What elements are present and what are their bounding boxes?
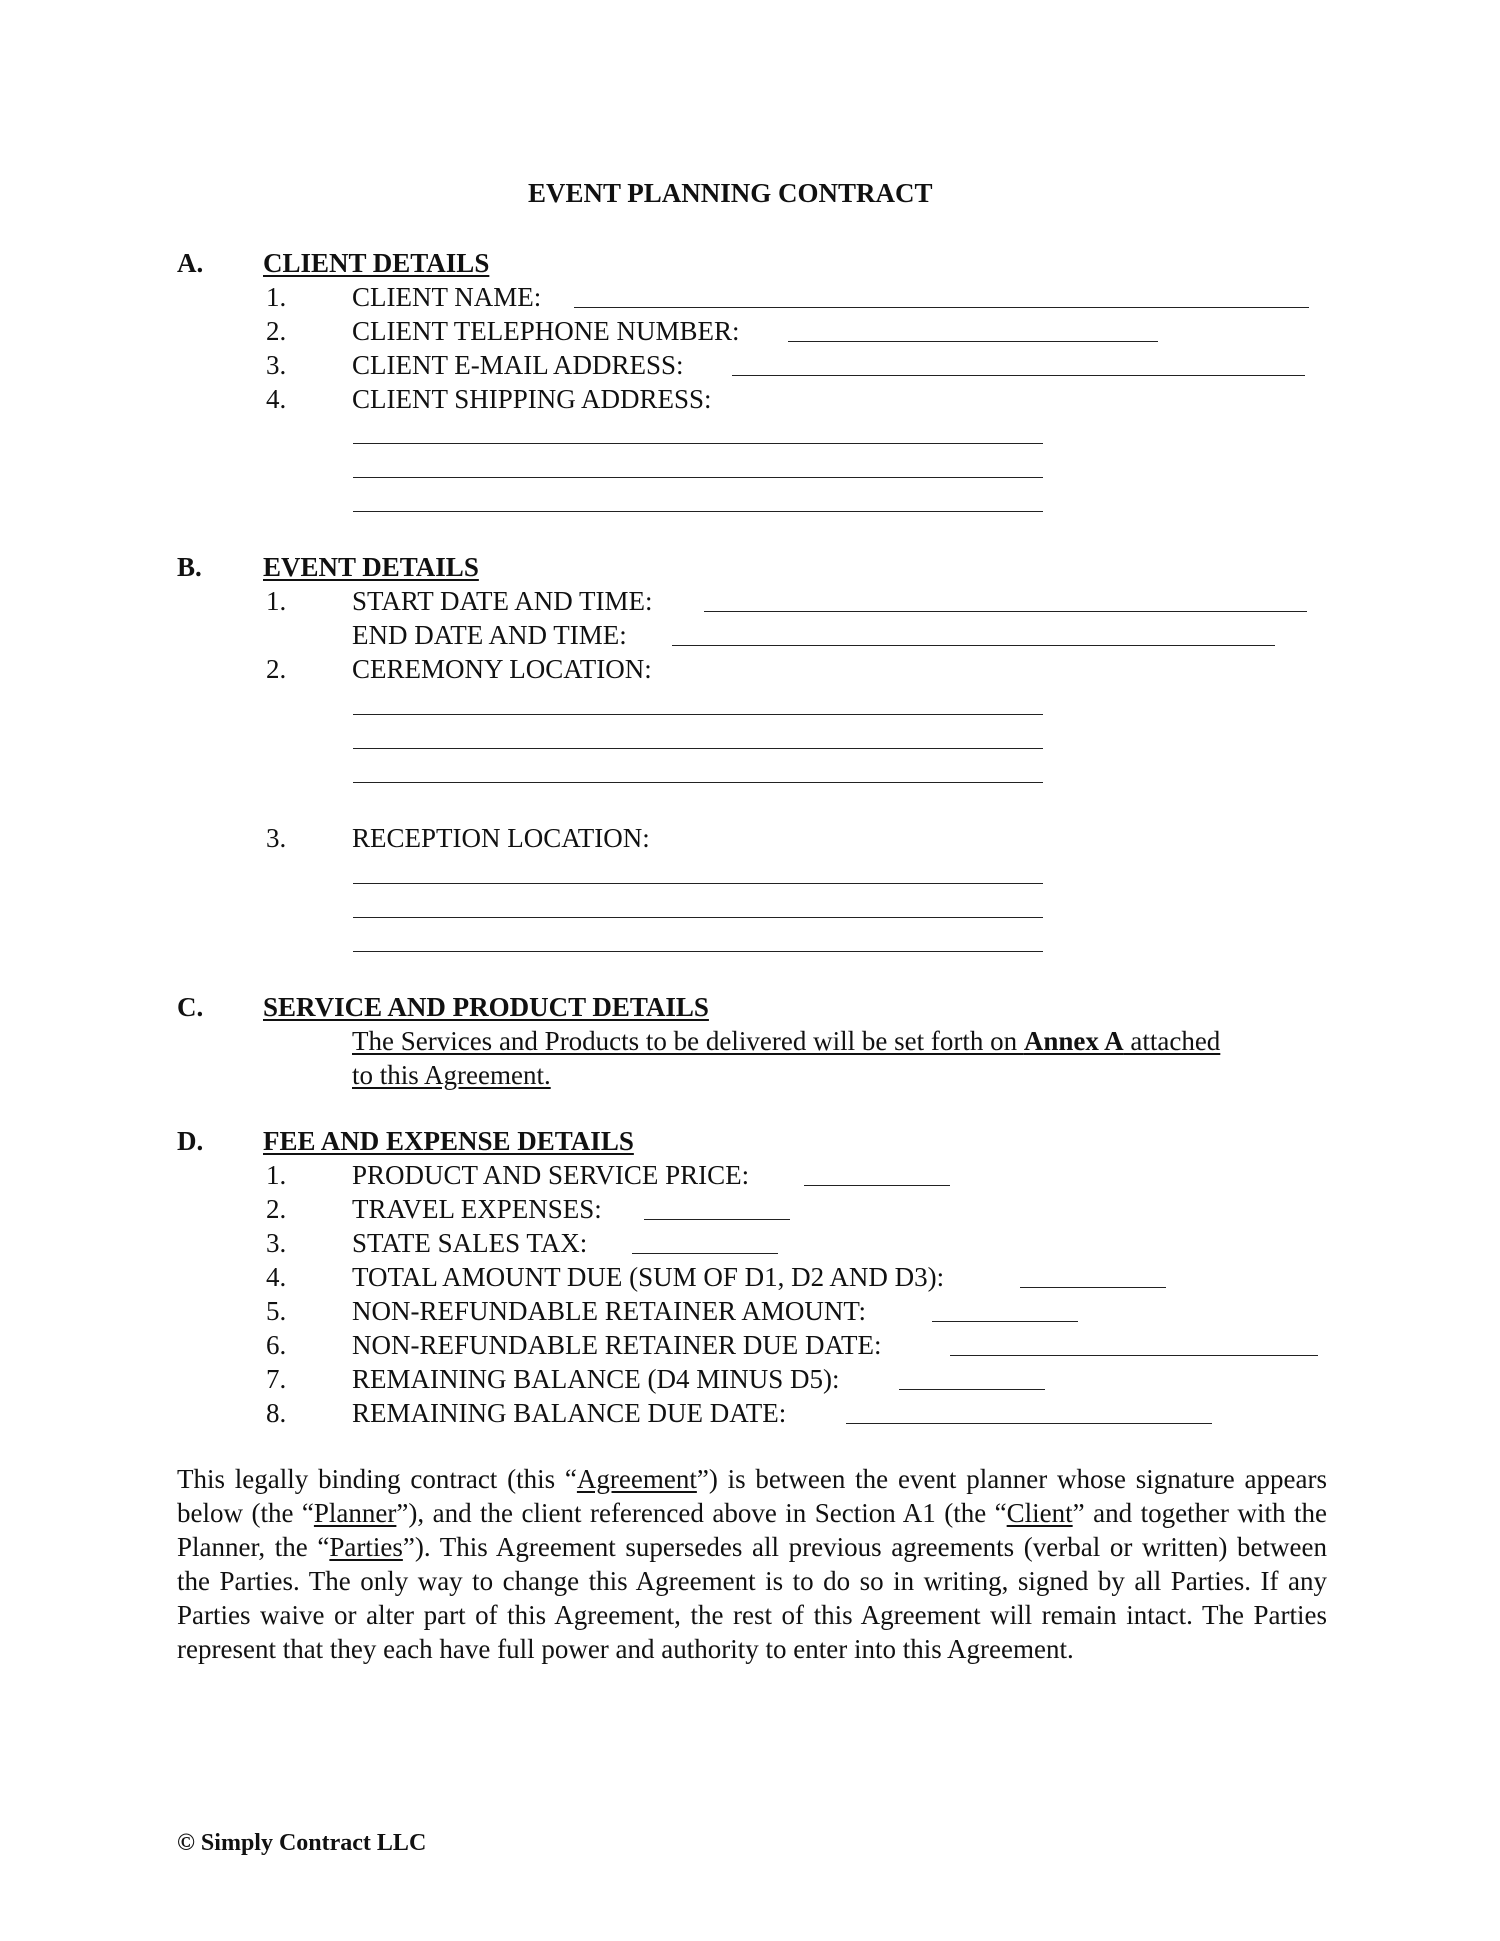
start-date-label: START DATE AND TIME: <box>352 586 653 616</box>
reception-location-label: RECEPTION LOCATION: <box>352 823 650 853</box>
d6-number: 6. <box>266 1330 287 1360</box>
end-date-label: END DATE AND TIME: <box>352 620 627 650</box>
a2-number: 2. <box>266 316 287 346</box>
total-amount-due-label: TOTAL AMOUNT DUE (SUM OF D1, D2 AND D3): <box>352 1262 945 1292</box>
product-service-price-field[interactable] <box>804 1185 950 1186</box>
d3-number: 3. <box>266 1228 287 1258</box>
total-amount-due-field[interactable] <box>1020 1287 1166 1288</box>
state-sales-tax-field[interactable] <box>632 1253 778 1254</box>
remaining-balance-field[interactable] <box>899 1389 1045 1390</box>
paragraph-text: ” and together with the Planner, the “ <box>177 1498 1327 1562</box>
travel-expenses-field[interactable] <box>644 1219 790 1220</box>
shipping-address-line-2[interactable] <box>353 477 1043 478</box>
term-planner: Planner <box>313 1498 397 1528</box>
client-email-label: CLIENT E-MAIL ADDRESS: <box>352 350 684 380</box>
term-agreement: Agreement <box>576 1464 697 1494</box>
annex-a-reference: Annex A <box>1023 1026 1124 1056</box>
d1-number: 1. <box>266 1160 287 1190</box>
remaining-balance-label: REMAINING BALANCE (D4 MINUS D5): <box>352 1364 840 1394</box>
service-details-line-2: to this Agreement. <box>352 1060 551 1090</box>
reception-location-line-1[interactable] <box>353 883 1043 884</box>
document-title: EVENT PLANNING CONTRACT <box>528 178 933 208</box>
b3-number: 3. <box>266 823 287 853</box>
section-a-heading: CLIENT DETAILS <box>263 248 490 278</box>
a3-number: 3. <box>266 350 287 380</box>
reception-location-line-2[interactable] <box>353 917 1043 918</box>
d4-number: 4. <box>266 1262 287 1292</box>
retainer-amount-field[interactable] <box>932 1321 1078 1322</box>
client-name-label: CLIENT NAME: <box>352 282 542 312</box>
a4-number: 4. <box>266 384 287 414</box>
end-date-field[interactable] <box>672 645 1275 646</box>
retainer-due-date-label: NON-REFUNDABLE RETAINER DUE DATE: <box>352 1330 882 1360</box>
ceremony-location-line-1[interactable] <box>353 714 1043 715</box>
service-details-line-1 <box>352 1024 1220 1058</box>
product-service-price-label: PRODUCT AND SERVICE PRICE: <box>352 1160 750 1190</box>
client-telephone-label: CLIENT TELEPHONE NUMBER: <box>352 316 740 346</box>
client-telephone-field[interactable] <box>788 341 1158 342</box>
retainer-amount-label: NON-REFUNDABLE RETAINER AMOUNT: <box>352 1296 866 1326</box>
client-email-field[interactable] <box>732 375 1305 376</box>
b2-number: 2. <box>266 654 287 684</box>
section-c-heading: SERVICE AND PRODUCT DETAILS <box>263 992 709 1022</box>
start-date-field[interactable] <box>704 611 1307 612</box>
remaining-balance-due-date-label: REMAINING BALANCE DUE DATE: <box>352 1398 787 1428</box>
state-sales-tax-label: STATE SALES TAX: <box>352 1228 588 1258</box>
d7-number: 7. <box>266 1364 287 1394</box>
client-shipping-label: CLIENT SHIPPING ADDRESS: <box>352 384 712 414</box>
ceremony-location-label: CEREMONY LOCATION: <box>352 654 652 684</box>
reception-location-line-3[interactable] <box>353 951 1043 952</box>
ceremony-location-line-3[interactable] <box>353 782 1043 783</box>
section-b-letter: B. <box>177 552 202 582</box>
a1-number: 1. <box>266 282 287 312</box>
travel-expenses-label: TRAVEL EXPENSES: <box>352 1194 602 1224</box>
term-client: Client <box>1006 1498 1073 1528</box>
b1-number: 1. <box>266 586 287 616</box>
copyright-footer: © Simply Contract LLC <box>177 1830 427 1856</box>
d2-number: 2. <box>266 1194 287 1224</box>
shipping-address-line-3[interactable] <box>353 511 1043 512</box>
ceremony-location-line-2[interactable] <box>353 748 1043 749</box>
d5-number: 5. <box>266 1296 287 1326</box>
d8-number: 8. <box>266 1398 287 1428</box>
section-a-letter: A. <box>177 248 204 278</box>
agreement-paragraph <box>177 1462 1327 1666</box>
paragraph-text: ”). This Agreement supersedes all previous agreements (verbal or written) between the Parties. The only way to change this Agreement is to do so in writing, signed by all Parties. If any Parties waive or alter part of this Agreement, the rest of this Agreement will remain intact. The Parties represent that they each have full power and authority to enter into this Agreement. <box>177 1532 1327 1664</box>
service-details-attached: attached <box>1123 1026 1221 1056</box>
section-c-letter: C. <box>177 992 204 1022</box>
paragraph-text: ”) is between the event planner whose signature appears below (the “ <box>177 1464 1327 1528</box>
paragraph-text: ”), and the client referenced above in Section A1 (the “ <box>396 1498 1007 1528</box>
remaining-balance-due-date-field[interactable] <box>846 1423 1212 1424</box>
retainer-due-date-field[interactable] <box>950 1355 1318 1356</box>
section-d-letter: D. <box>177 1126 204 1156</box>
service-details-text: The Services and Products to be delivered will be set forth on <box>352 1026 1024 1056</box>
term-parties: Parties <box>329 1532 403 1562</box>
paragraph-text: This legally binding contract (this “ <box>177 1464 577 1494</box>
shipping-address-line-1[interactable] <box>353 443 1043 444</box>
section-d-heading: FEE AND EXPENSE DETAILS <box>263 1126 634 1156</box>
section-b-heading: EVENT DETAILS <box>263 552 479 582</box>
client-name-field[interactable] <box>574 307 1309 308</box>
